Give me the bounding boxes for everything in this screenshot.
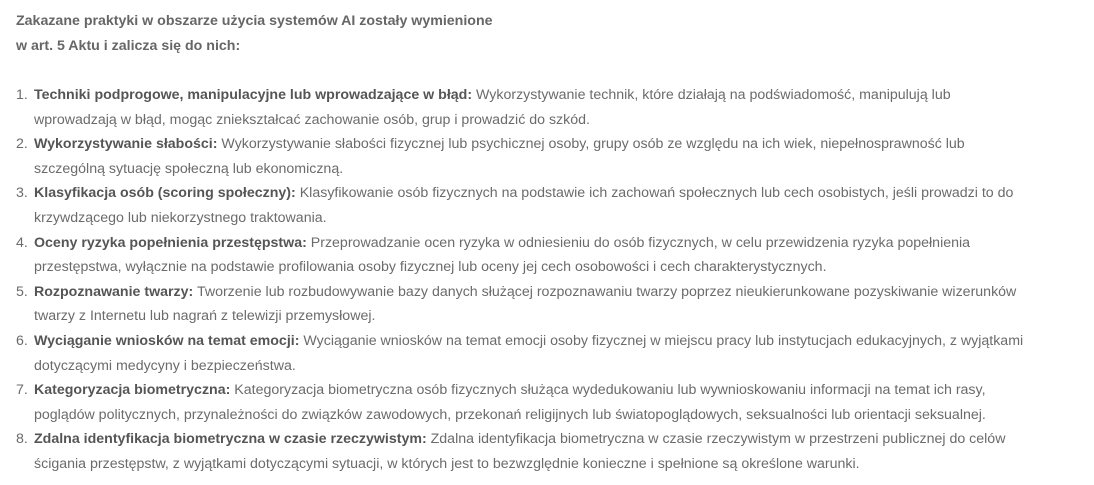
list-item-description: Zdalna identyfikacja biometryczna w czasie rzeczywistym w przestrzeni publicznej do celów [430, 431, 1006, 448]
list-item-term: Kategoryzacja biometryczna: [34, 382, 231, 399]
list-item [16, 378, 1080, 427]
list-item-term: Wykorzystywanie słabości: [34, 136, 218, 153]
intro-heading [16, 9, 1080, 59]
intro-line-2: w art. 5 Aktu i zalicza się do nich: [16, 38, 241, 54]
list-item-term: Oceny ryzyka popełnienia przestępstwa: [34, 234, 307, 251]
list-item-number: 1. [16, 87, 28, 103]
list-item-number: 3. [16, 185, 28, 202]
list-item-description-cont: wprowadzają w błąd, mogąc zniekształcać zachowanie osób, grup i prowadzić do szkód. [34, 111, 590, 128]
list-item-description-cont: szczególną sytuację społeczną lub ekonomiczną. [34, 160, 344, 177]
list-item-number: 7. [16, 382, 28, 399]
prohibited-practices-list [16, 83, 1080, 477]
list-item-description: Przeprowadzanie ocen ryzyka w odniesieniu do osób fizycznych, w celu przewidzenia ryzyka popełnienia [310, 234, 971, 251]
list-item-number: 5. [16, 283, 28, 300]
list-item-description: Wykorzystywanie technik, które działają na podświadomość, manipulują lub [476, 87, 951, 103]
list-item-term: Techniki podprogowe, manipulacyjne lub wprowadzające w błąd: [34, 87, 473, 103]
list-item-description: Kategoryzacja biometryczna osób fizycznych służąca wydedukowaniu lub wywnioskowaniu informacji na temat ich rasy, [234, 382, 986, 399]
list-item-number: 8. [16, 431, 28, 448]
list-item-number: 2. [16, 136, 28, 153]
list-item [16, 83, 1080, 132]
list-item-description-cont: krzywdzącego lub niekorzystnego traktowania. [34, 209, 327, 226]
list-item [16, 280, 1080, 329]
list-item-term: Wyciąganie wniosków na temat emocji: [34, 332, 300, 349]
list-item [16, 427, 1080, 476]
list-item-description-cont: poglądów politycznych, przynależności do związków zawodowych, przekonań religijnych lub światopoglądowych, seksualności lub orientacji seksualnej. [34, 406, 986, 423]
list-item-description-cont: twarzy z Internetu lub nagrań z telewizji przemysłowej. [34, 308, 376, 325]
list-item-description: Wykorzystywanie słabości fizycznej lub psychicznej osoby, grupy osób ze względu na ich wiek, niepełnosprawność lub [221, 136, 965, 153]
list-item-description-cont: przestępstwa, wyłącznie na podstawie profilowania osoby fizycznej lub oceny jej cech osobowości i cech charakterystycznych. [34, 259, 827, 276]
list-item-description: Tworzenie lub rozbudowywanie bazy danych służącej rozpoznawaniu twarzy poprzez nieukierunkowane pozyskiwanie wizerunków [196, 283, 1017, 300]
intro-line-1: Zakazane praktyki w obszarze użycia systemów AI zostały wymienione [16, 13, 493, 29]
list-item-term: Zdalna identyfikacja biometryczna w czasie rzeczywistym: [34, 431, 427, 448]
list-item-number: 4. [16, 234, 28, 251]
list-item-description: Klasyfikowanie osób fizycznych na podstawie ich zachowań społecznych lub cech osobistych, jeśli prowadzi to do [299, 185, 1014, 202]
list-item-term: Rozpoznawanie twarzy: [34, 283, 194, 300]
list-item-term: Klasyfikacja osób (scoring społeczny): [34, 185, 296, 202]
list-item-number: 6. [16, 332, 28, 349]
list-item-description-cont: dotyczącymi medycyny i bezpieczeństwa. [34, 357, 296, 374]
list-item-description: Wyciąganie wniosków na temat emocji osoby fizycznej w miejscu pracy lub instytucjach edukacyjnych, z wyjątkami [303, 332, 1024, 349]
list-item [16, 132, 1080, 181]
list-item [16, 181, 1080, 230]
list-item [16, 329, 1080, 378]
list-item [16, 231, 1080, 280]
list-item-description-cont: ścigania przestępstw, z wyjątkami dotyczącymi sytuacji, w których jest to bezwzględnie konieczne i spełnione są określone warunki. [34, 455, 860, 472]
